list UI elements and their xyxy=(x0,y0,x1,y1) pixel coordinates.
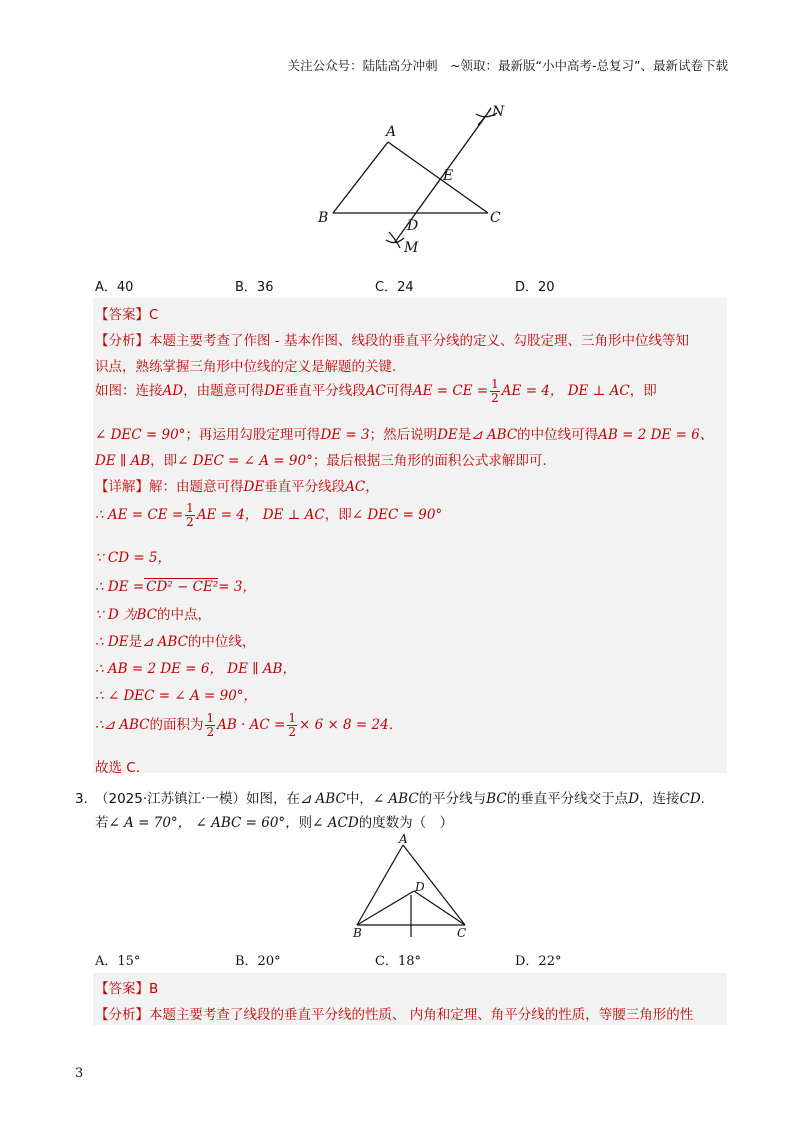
segment-cd xyxy=(414,891,465,925)
label-d: D xyxy=(407,218,419,234)
page-header: 关注公众号：陆陆高分冲刺 ~领取：最新版“小中高考-总复习”、最新试卷下载 xyxy=(287,58,728,73)
question-number-3: 3． xyxy=(75,791,98,807)
q2-option-c: C．24 xyxy=(375,280,414,295)
analysis-line-1: 【分析】本题主要考查了作图 - 基本作图、线段的垂直平分线的定义、勾股定理、三角形中位线等知 xyxy=(95,333,689,349)
label-a: A xyxy=(386,124,397,140)
label-b: B xyxy=(353,926,362,940)
analysis-line-4: ∠ DEC = 90°；再运用勾股定理可得DE = 3；然后说明DE是⊿ ABC的中位线可得AB = 2 DE = 6、 xyxy=(95,427,714,443)
label-c: C xyxy=(457,926,467,940)
detail-line-9: ∴⊿ ABC的面积为 $\frac{1}{2}$ AB · AC = $\frac{1}{2}$ × 6 × 8 = 24． xyxy=(95,711,403,739)
analysis-line-2: 识点，熟练掌握三角形中位线的定义是解题的关键. xyxy=(95,359,397,375)
q2-options xyxy=(95,276,555,295)
q3-line-2: 若∠ A = 70°， ∠ ABC = 60°，则∠ ACD的度数为（ ） xyxy=(95,815,454,831)
segment-ac xyxy=(403,845,465,925)
q3-option-b: B．20° xyxy=(235,954,281,969)
detail-line-3: ∵ CD = 5， xyxy=(95,550,172,566)
answer-line-q3: 【答案】B xyxy=(95,981,159,997)
segment-ab xyxy=(357,845,403,925)
detail-line-8: ∴ ∠ DEC = ∠ A = 90°， xyxy=(95,688,258,704)
detail-line-5: ∵ D 为BC的中点， xyxy=(95,607,212,623)
detail-line-1: 【详解】解：由题意可得DE垂直平分线段AC， xyxy=(95,479,379,495)
q2-option-b: B．36 xyxy=(235,280,274,295)
q3-option-a: A．15° xyxy=(95,954,141,969)
figure-triangle-perpendicular-bisector xyxy=(300,100,530,260)
segment-ac xyxy=(388,142,488,213)
label-m: M xyxy=(404,240,419,256)
label-a: A xyxy=(399,833,408,846)
page-number: 3 xyxy=(75,1066,84,1081)
q3-line-1: （2025·江苏镇江·一模）如图，在⊿ ABC中，∠ ABC的平分线与BC的垂直平分线交于点D，连接CD. xyxy=(95,791,705,807)
detail-line-10: 故选 C. xyxy=(95,760,141,776)
detail-line-4: ∴ DE = CD² − CE²= 3， xyxy=(95,579,256,595)
label-n: N xyxy=(492,104,505,120)
answer-line-q2: 【答案】C xyxy=(95,307,159,323)
analysis-line-3: 如图：连接AD，由题意可得DE垂直平分线段AC可得AE = CE = $\frac{1}{2}$ AE = 4， DE ⊥ AC，即 xyxy=(95,377,657,405)
figure-triangle-angle-bisector xyxy=(345,833,475,941)
label-c: C xyxy=(490,210,501,226)
q2-option-a: A．40 xyxy=(95,280,134,295)
analysis-line-5: DE ∥ AB，即∠ DEC = ∠ A = 90°；最后根据三角形的面积公式求解即可. xyxy=(95,453,547,469)
detail-line-2: ∴ AE = CE = $\frac{1}{2}$ AE = 4， DE ⊥ AC，即∠ DEC = 90° xyxy=(95,501,443,529)
q2-option-d: D．20 xyxy=(515,280,555,295)
label-e: E xyxy=(443,168,454,184)
label-b: B xyxy=(318,210,329,226)
q3-option-d: D．22° xyxy=(515,954,562,969)
segment-ab xyxy=(333,142,388,213)
detail-line-6: ∴ DE是⊿ ABC的中位线， xyxy=(95,634,256,650)
q3-option-c: C．18° xyxy=(375,954,421,969)
analysis-line-q3: 【分析】本题主要考查了线段的垂直平分线的性质、 内角和定理、角平分线的性质，等腰三角形的性 xyxy=(95,1007,694,1023)
q3-options xyxy=(95,950,561,969)
bisector-bd xyxy=(357,891,414,925)
detail-line-7: ∴ AB = 2 DE = 6， DE ∥ AB， xyxy=(95,661,296,677)
label-d: D xyxy=(415,880,425,894)
